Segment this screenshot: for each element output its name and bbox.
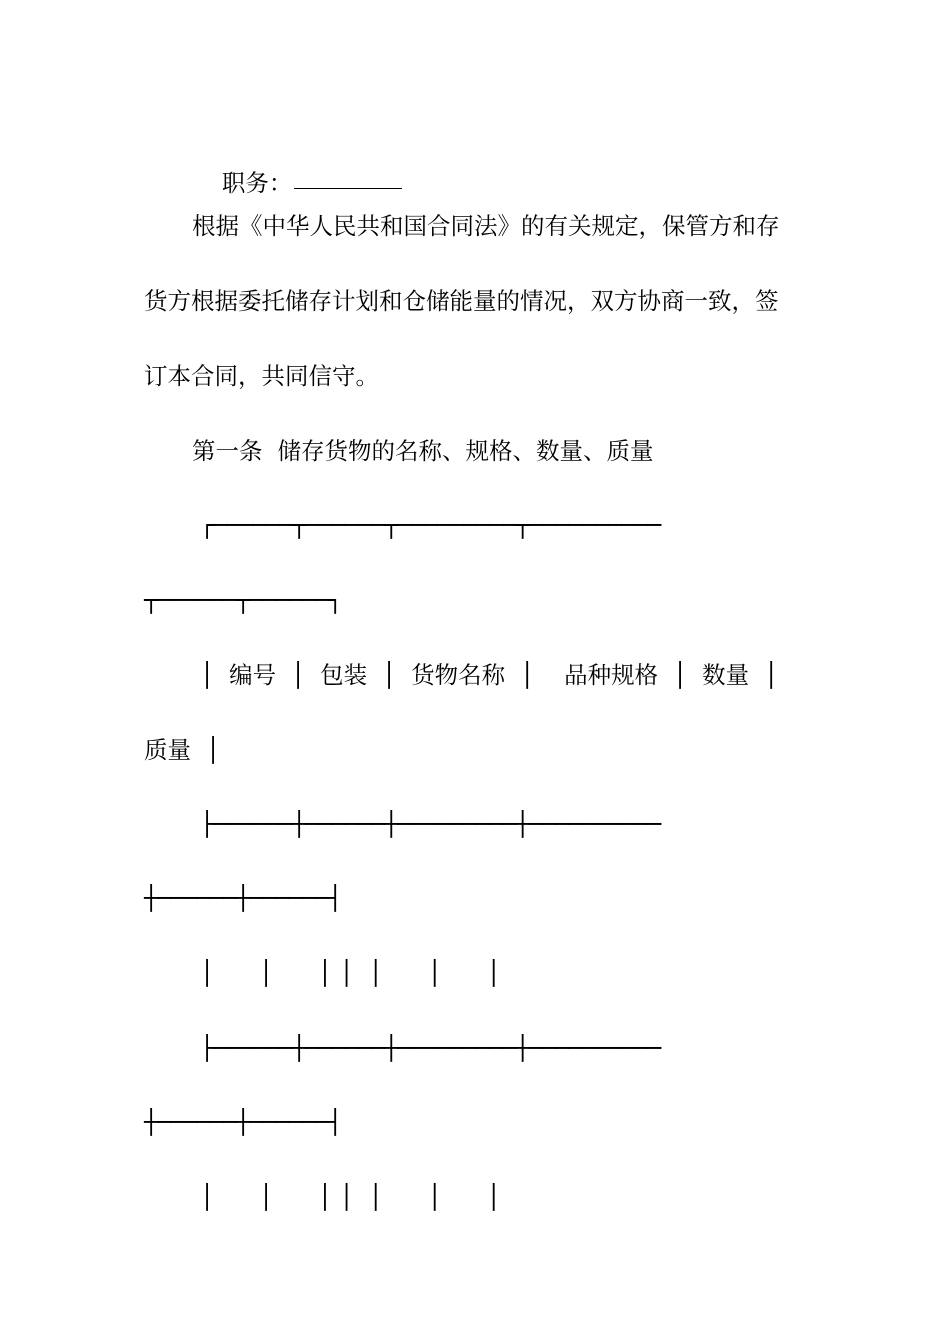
table-separator-continued: ┼──────┼──────┤ [144, 1108, 342, 1136]
table-top-border: ┌──────┬──────┬─────────┬────────── [200, 511, 661, 539]
article-heading: 第一条 储存货物的名称、规格、数量、质量 [192, 437, 654, 465]
paragraph-line: 订本合同，共同信守。 [144, 362, 379, 390]
table-separator: ├──────┼──────┼─────────┼────────── [200, 810, 661, 838]
paragraph-line: 根据《中华人民共和国合同法》的有关规定，保管方和存 [192, 212, 780, 240]
table-separator-continued: ┼──────┼──────┤ [144, 884, 342, 912]
table-separator: ├──────┼──────┼─────────┼────────── [200, 1034, 661, 1062]
table-header-row: │ 编号 │ 包装 │ 货物名称 │ 品种规格 │ 数量 │ [200, 661, 779, 689]
table-top-border-continued: ┬──────┬──────┐ [144, 586, 342, 614]
position-blank-underline [294, 188, 402, 189]
table-header-row-continued: 质量 │ [144, 736, 221, 764]
paragraph-line: 货方根据委托储存计划和仓储能量的情况，双方协商一致，签 [144, 287, 779, 315]
table-row: │ │ │ │ │ │ │ [200, 959, 501, 987]
position-label: 职务： [221, 169, 293, 197]
table-row: │ │ │ │ │ │ │ [200, 1183, 501, 1211]
